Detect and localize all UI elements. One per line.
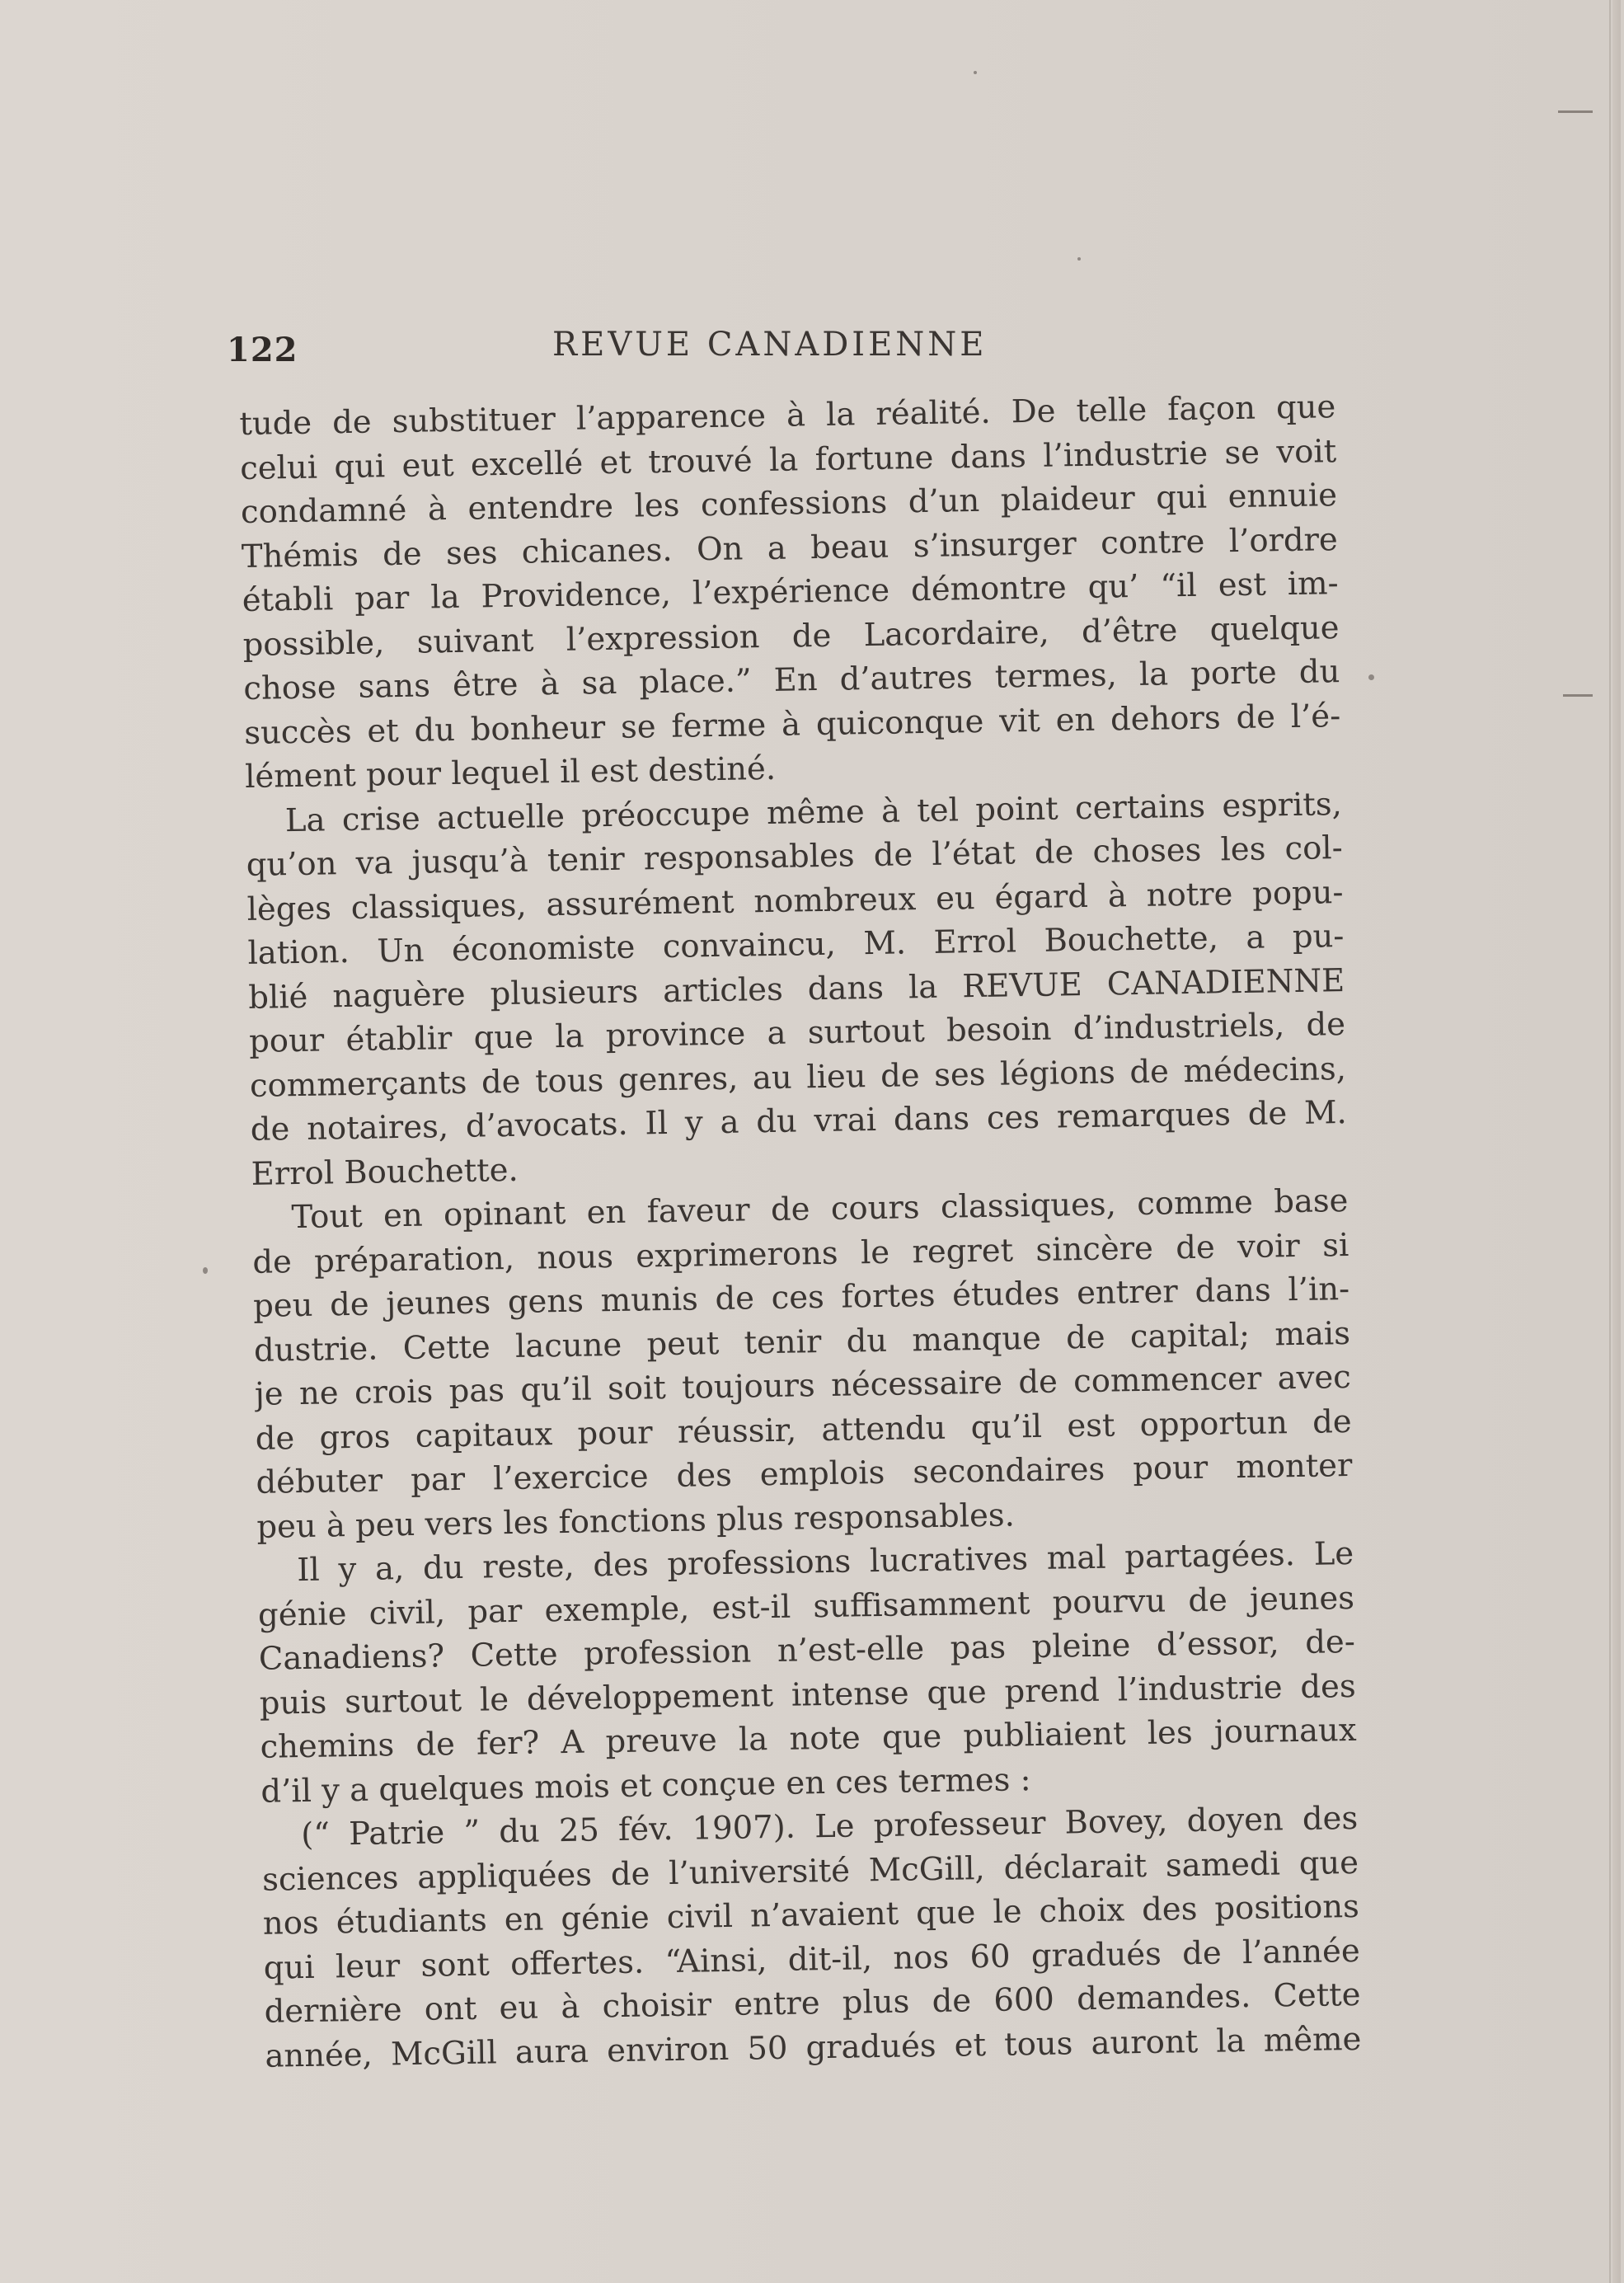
text-line: chemins de fer? A preuve la note que publiaient les journaux: [260, 1711, 1357, 1766]
text-line: possible, suivant l’expression de Lacordaire, d’être quelque: [242, 608, 1340, 664]
text-line: (“ Patrie ” du 25 fév. 1907). Le professeur Bovey, doyen des: [300, 1799, 1359, 1854]
text-line: lément pour lequel il est destiné.: [244, 749, 777, 796]
text-line: pour établir que la province a surtout besoin d’industriels, de: [248, 1006, 1346, 1060]
text-line: nos étudiants en génie civil n’avaient que le choix des positions: [262, 1887, 1360, 1942]
text-line: d’il y a quelques mois et conçue en ces termes :: [260, 1760, 1031, 1811]
text-line: de notaires, d’avocats. Il y a du vrai dans ces remarques de M.: [250, 1094, 1348, 1149]
text-line: chose sans être à sa place.” En d’autres termes, la porte du: [243, 653, 1340, 707]
margin-mark: [1558, 110, 1593, 113]
text-line: lèges classiques, assurément nombreux eu égard à notre popu-: [246, 873, 1344, 928]
text-line: puis surtout le développement intense que prend l’industrie des: [259, 1667, 1356, 1722]
text-line: lation. Un économiste convaincu, M. Errol Bouchette, a pu-: [247, 918, 1345, 972]
page-number: 122: [227, 331, 298, 369]
page-header: [227, 326, 1356, 375]
paper-speck: [203, 1267, 208, 1274]
text-line: génie civil, par exemple, est-il suffisamment pourvu de jeunes: [257, 1579, 1355, 1634]
text-line: peu de jeunes gens munis de ces fortes études entrer dans l’in-: [252, 1270, 1350, 1325]
text-line: celui qui eut excellé et trouvé la fortune dans l’industrie se voit: [239, 432, 1337, 487]
text-line: Canadiens? Cette profession n’est-elle pas pleine d’essor, de-: [258, 1623, 1356, 1678]
paper-speck: [1368, 674, 1374, 680]
paper-speck: [974, 71, 977, 74]
text-line: qui leur sont offertes. “Ainsi, dit-il, nos 60 gradués de l’année: [263, 1932, 1361, 1987]
page-edge-line: [1609, 0, 1611, 2283]
text-line: Errol Bouchette.: [251, 1151, 519, 1193]
text-line: succès et du bonheur se ferme à quiconque vit en dehors de l’é-: [243, 697, 1341, 752]
text-line: Thémis de ses chicanes. On a beau s’insurger contre l’ordre: [241, 520, 1339, 575]
text-line: La crise actuelle préoccupe même à tel point certains esprits,: [284, 785, 1343, 839]
text-line: dustrie. Cette lacune peut tenir du manque de capital; mais: [253, 1314, 1351, 1369]
text-line: qu’on va jusqu’à tenir responsables de l’état de choses les col-: [246, 829, 1344, 884]
text-line: peu à peu vers les fonctions plus responsables.: [256, 1496, 1016, 1546]
text-line: condamné à entendre les confessions d’un plaideur qui ennuie: [240, 477, 1338, 531]
paper-speck: [1077, 257, 1081, 261]
text-line: de gros capitaux pour réussir, attendu qu’il est opportun de: [255, 1402, 1352, 1458]
text-line: Tout en opinant en faveur de cours classiques, comme base: [291, 1181, 1349, 1237]
text-line: établi par la Providence, l’expérience démontre qu’ “il est im-: [242, 565, 1339, 619]
text-line: année, McGill aura environ 50 gradués et tous auront la même: [265, 2020, 1362, 2075]
text-line: sciences appliquées de l’université McGill, déclarait samedi que: [261, 1844, 1359, 1899]
text-line: débuter par l’exercice des emplois secondaires pour monter: [256, 1446, 1353, 1501]
text-line: dernière ont eu à choisir entre plus de 600 demandes. Cette: [264, 1975, 1361, 2031]
body-text: [239, 385, 1362, 2079]
running-head: REVUE CANADIENNE: [552, 326, 988, 364]
text-line: tude de substituer l’apparence à la réalité. De telle façon que: [239, 388, 1336, 443]
text-line: Il y a, du reste, des professions lucratives mal partagées. Le: [296, 1534, 1354, 1590]
text-line: blié naguère plusieurs articles dans la REVUE CANADIENNE: [247, 961, 1345, 1017]
text-line: commerçants de tous genres, au lieu de ses légions de médecins,: [249, 1050, 1347, 1105]
margin-mark: [1563, 694, 1593, 697]
text-line: je ne crois pas qu’il soit toujours nécessaire de commencer avec: [254, 1358, 1352, 1413]
page-edge-shadow: [1612, 0, 1621, 2283]
text-line: de préparation, nous exprimerons le regret sincère de voir si: [252, 1226, 1349, 1281]
